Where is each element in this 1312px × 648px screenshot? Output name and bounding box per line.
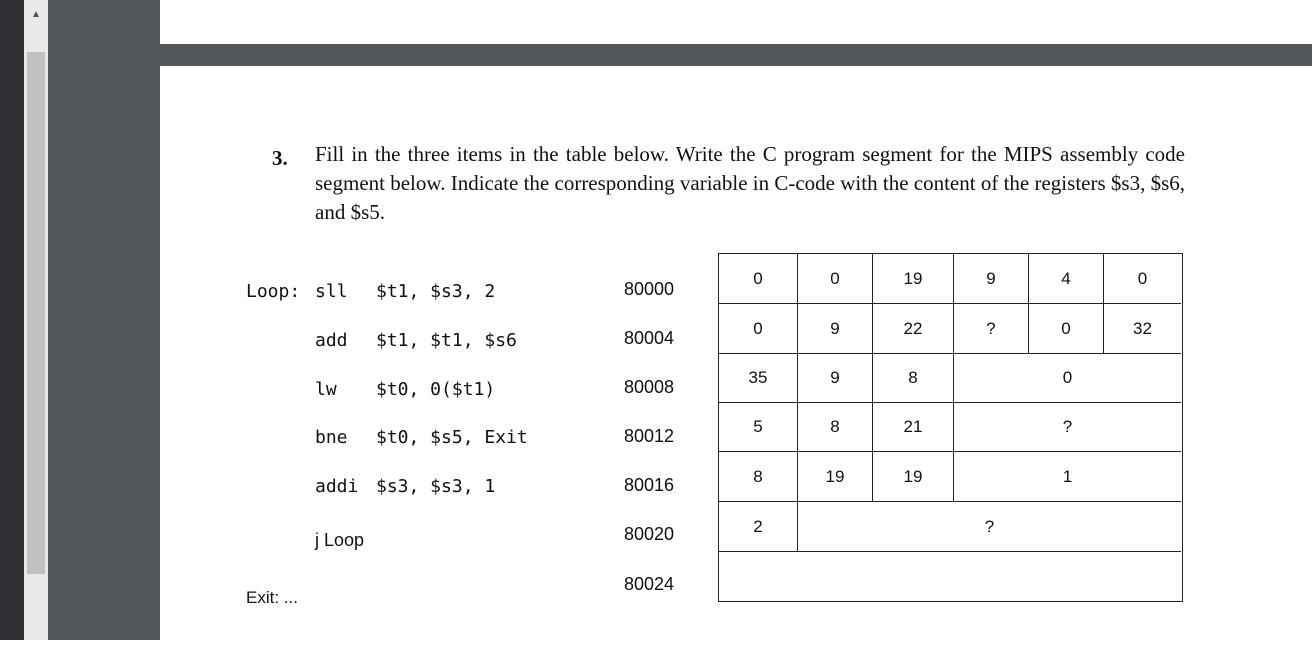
code-args: $t1, $s3, 2 (376, 281, 496, 302)
table-cell: 9 (798, 354, 873, 403)
question-text: Fill in the three items in the table below. Write the C program segment for the MIPS assembly code segment below. Indicate the corresponding variable in C-code with the content of the registers $s3, $s6, and $s5. (315, 142, 1185, 224)
bottom-edge (0, 640, 1312, 648)
code-op: sll (315, 281, 348, 302)
scrollbar-thumb[interactable] (27, 52, 45, 574)
document-page (160, 66, 1312, 640)
table-cell: 32 (1104, 304, 1181, 354)
table-cell: 19 (798, 452, 873, 502)
address: 80024 (624, 574, 675, 594)
window-edge (0, 0, 24, 648)
code-op: add (315, 330, 348, 351)
table-cell: 19 (873, 452, 954, 502)
scroll-up-arrow-icon[interactable]: ▲ (31, 8, 41, 20)
address: 80020 (624, 524, 675, 544)
table-cell: 9 (954, 254, 1029, 304)
memory-table (718, 253, 1183, 602)
code-label-exit: Exit: ... (246, 588, 298, 607)
scrollbar[interactable] (24, 0, 48, 640)
table-cell: 1 (954, 452, 1181, 502)
table-cell: 8 (798, 403, 873, 452)
table-cell: 9 (798, 304, 873, 354)
table-cell: 8 (719, 452, 798, 502)
code-op: lw (315, 379, 337, 400)
question-number: 3. (272, 146, 288, 170)
address: 80012 (624, 426, 675, 446)
table-cell: 35 (719, 354, 798, 403)
table-cell: 0 (719, 304, 798, 354)
table-cell: 0 (954, 354, 1181, 403)
code-op: j Loop (315, 530, 365, 550)
table-cell: ? (798, 502, 1181, 552)
code-op: bne (315, 427, 348, 448)
address: 80008 (624, 377, 675, 397)
table-cell: ? (954, 403, 1181, 452)
table-cell: 0 (798, 254, 873, 304)
table-cell: 0 (1104, 254, 1181, 304)
table-cell: 21 (873, 403, 954, 452)
code-args: $t1, $t1, $s6 (376, 330, 517, 351)
table-cell: 19 (873, 254, 954, 304)
code-label-loop: Loop: (246, 281, 301, 302)
code-args: $t0, 0($t1) (376, 379, 496, 400)
code-args: $t0, $s5, Exit (376, 427, 528, 448)
previous-page (160, 0, 1312, 44)
table-cell: ? (954, 304, 1029, 354)
table-cell: 2 (719, 502, 798, 552)
table-cell: 0 (1029, 304, 1104, 354)
address: 80004 (624, 328, 675, 348)
table-cell (719, 552, 1181, 600)
table-cell: 0 (719, 254, 798, 304)
table-cell: 5 (719, 403, 798, 452)
table-cell: 4 (1029, 254, 1104, 304)
table-cell: 8 (873, 354, 954, 403)
table-cell: 22 (873, 304, 954, 354)
code-op: addi (315, 476, 359, 497)
code-args: $s3, $s3, 1 (376, 476, 496, 497)
address: 80016 (624, 475, 675, 495)
address: 80000 (624, 279, 675, 299)
